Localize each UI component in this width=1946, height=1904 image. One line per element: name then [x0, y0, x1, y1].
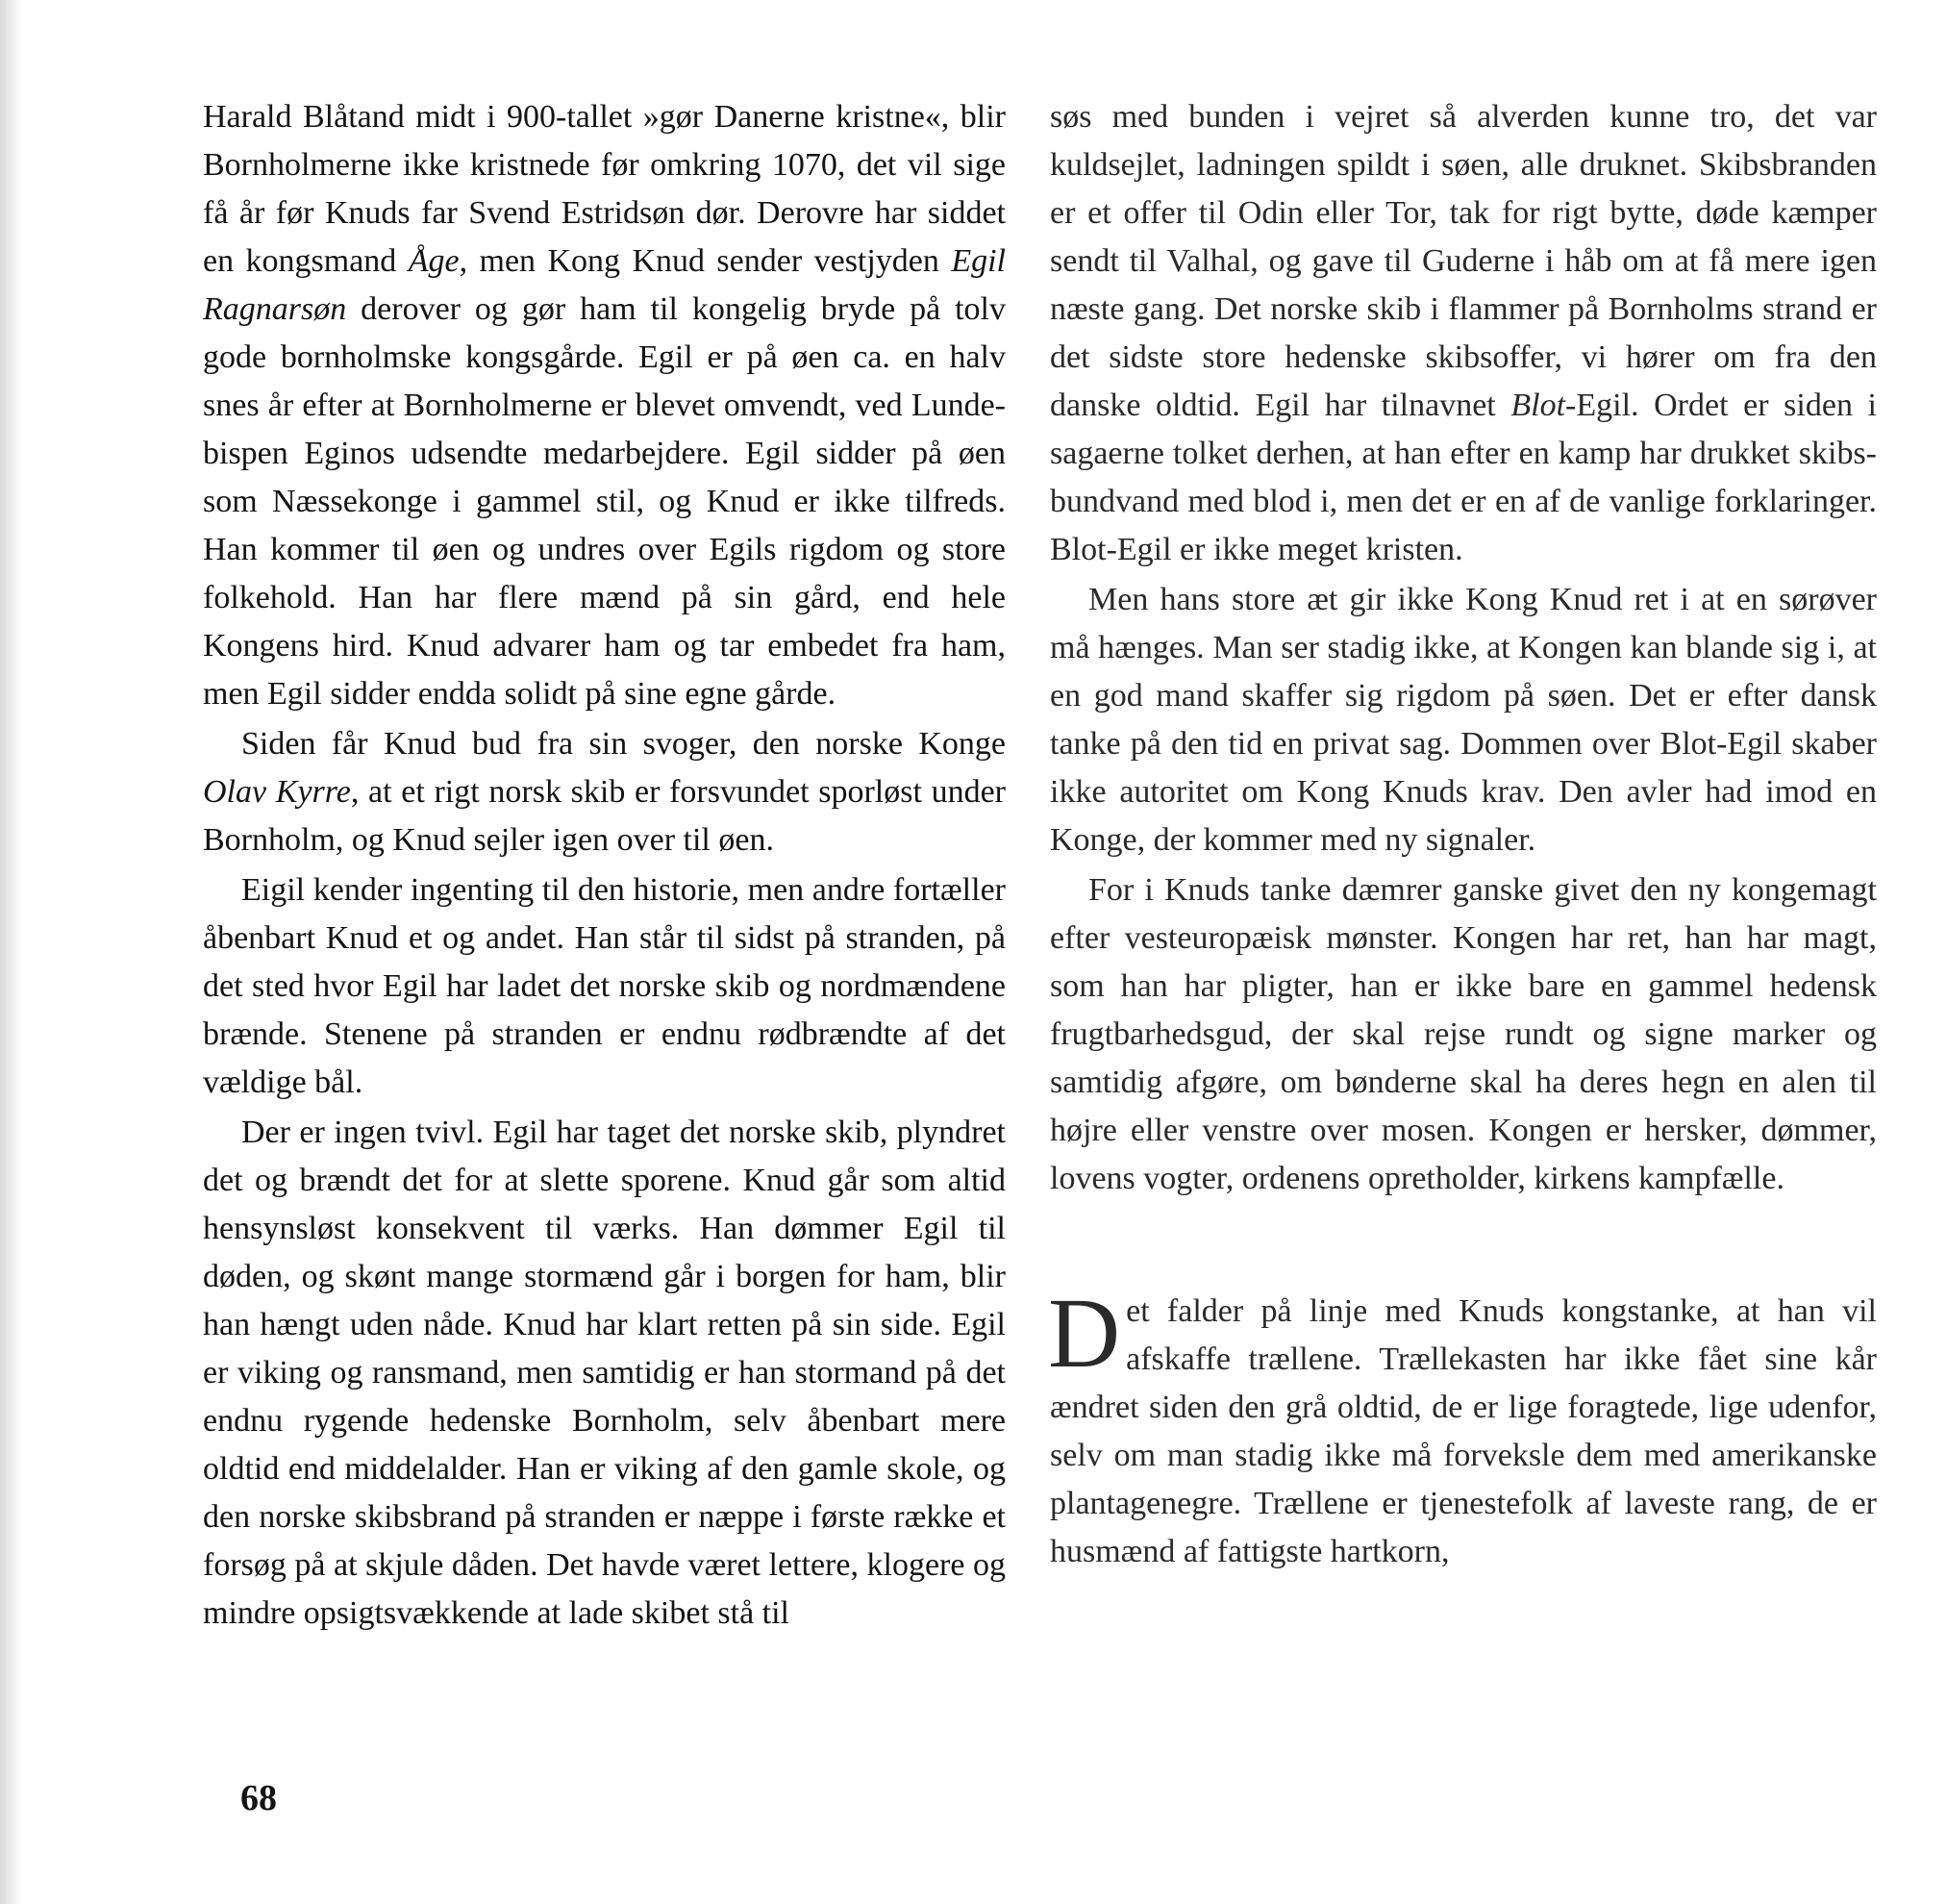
text-run: Siden får Knud bud fra sin svoger, den norske Konge	[241, 726, 1006, 762]
text-run: -Egil. Ordet er siden i sagaerne tolket derhen, at han efter en kamp har drukket skibs-bundvand med blod i, men det er en af de vanlige forklaringer. Blot-Egil er ikke meget kristen.	[1050, 388, 1878, 567]
left-text-column	[203, 93, 1006, 1638]
paragraph: Men hans store æt gir ikke Kong Knud ret i at en sørøver må hænges. Man ser stadig ikke, at Kongen kan blande sig i, at en god mand skaffer sig rigdom på søen. Det er efter dansk tanke på den tid en privat sag. Dommen over Blot-Egil skaber ikke autoritet om Kong Knuds krav. Den avler had imod en Konge, der kommer med ny signaler.	[1050, 582, 1877, 858]
italic-name: Åge	[408, 243, 460, 279]
text-run: søs med bunden i vejret så alverden kunne tro, det var kuldsejlet, ladningen spildt i søen, alle druknet. Skibsbranden er et offer til Odin eller Tor, tak for rigt bytte, døde kæmper sendt til Valhal, og gave til Guderne i håb om at få mere igen næste gang. Det norske skib i flammer på Bornholms strand er det sidste store hedenske skibsoffer, vi hører om fra den danske oldtid. Egil har tilnavnet	[1050, 99, 1877, 423]
text-run: Harald Blåtand midt i 900-tallet »gør Danerne kristne«, blir Bornholmerne ikke kristnede før omkring 1070, det vil sige få år før Knuds far Svend Estridsøn dør. Derovre har siddet en kongsmand	[203, 99, 1006, 279]
italic-name: Olav Kyrre	[203, 774, 351, 810]
text-run: et falder på linje med Knuds kongstanke, at han vil afskaffe trællene. Trællekasten har ikke fået sine kår ændret siden den grå oldtid, de er lige foragtede, lige udenfor, selv om man stadig ikke må forveksle dem med amerikanske plantagenegre. Trællene er tjenestefolk af laveste rang, de er husmænd af fattigste hartkorn,	[1050, 1293, 1877, 1569]
paragraph: Eigil kender ingenting til den historie, men andre fortæller åbenbart Knud et og andet. Han står til sidst på stranden, på det sted hvor Egil har ladet det norske skib og nordmændene brænde. Stenene på stranden er endnu rødbrændte af det vældige bål.	[203, 872, 1006, 1100]
right-text-column	[1050, 93, 1877, 1576]
paragraph: Der er ingen tvivl. Egil har taget det norske skib, plyndret det og brændt det for at slette sporene. Knud går som altid hensynsløst konsekvent til værks. Han dømmer Egil til døden, og skønt mange stormænd går i borgen for ham, blir han hængt uden nåde. Knud har klart retten på sin side. Egil er viking og ransmand, men samtidig er han stormand på det endnu rygende hedenske Bornholm, selv åbenbart mere oldtid end middelalder. Han er viking af den gamle skole, og den norske skibsbrand på stranden er næppe i første række et forsøg på at skjule dåden. Det havde været lettere, klogere og mindre opsigtsvækkende at lade skibet stå til	[203, 1115, 1006, 1631]
text-run: , at et rigt norsk skib er forsvundet sporløst under Bornholm, og Knud sejler igen over til øen.	[203, 774, 1006, 858]
paragraph	[203, 93, 1006, 718]
paragraph	[203, 720, 1006, 864]
text-run: derover og gør ham til kongelig bryde på tolv gode bornholmske kongsgårde. Egil er på øen ca. en halv snes år efter at Bornholmerne er blevet omvendt, ved Lunde-bispen Eginos udsendte medarbejdere. Egil sidder på øen som Næssekonge i gammel stil, og Knud er ikke tilfreds. Han kommer til øen og undres over Egils rigdom og store folkehold. Han har flere mænd på sin gård, end hele Kongens hird. Knud advarer ham og tar embedet fra ham, men Egil sidder endda solidt på sine egne gårde.	[203, 291, 1006, 712]
paragraph-with-dropcap	[1048, 1278, 1877, 1576]
paragraph: For i Knuds tanke dæmrer ganske givet den ny kongemagt efter vesteuropæisk mønster. Kongen har ret, han har magt, som han har pligter, han er ikke bare en gammel hedensk frugtbarhedsgud, der skal rejse rundt og signe marker og samtidig afgøre, om bønderne skal ha deres hegn en alen til højre eller venstre over mosen. Kongen er hersker, dømmer, lovens vogter, ordenens opretholder, kirkens kampfælle.	[1050, 872, 1877, 1196]
text-run: , men Kong Knud sender vestjyden	[459, 243, 952, 279]
paragraph	[1050, 93, 1877, 574]
drop-cap: D	[1048, 1278, 1121, 1389]
page-number: 68	[240, 1778, 277, 1818]
italic-name: Blot	[1510, 388, 1566, 423]
italic-name: Egil Ragnarsøn	[203, 243, 1007, 327]
